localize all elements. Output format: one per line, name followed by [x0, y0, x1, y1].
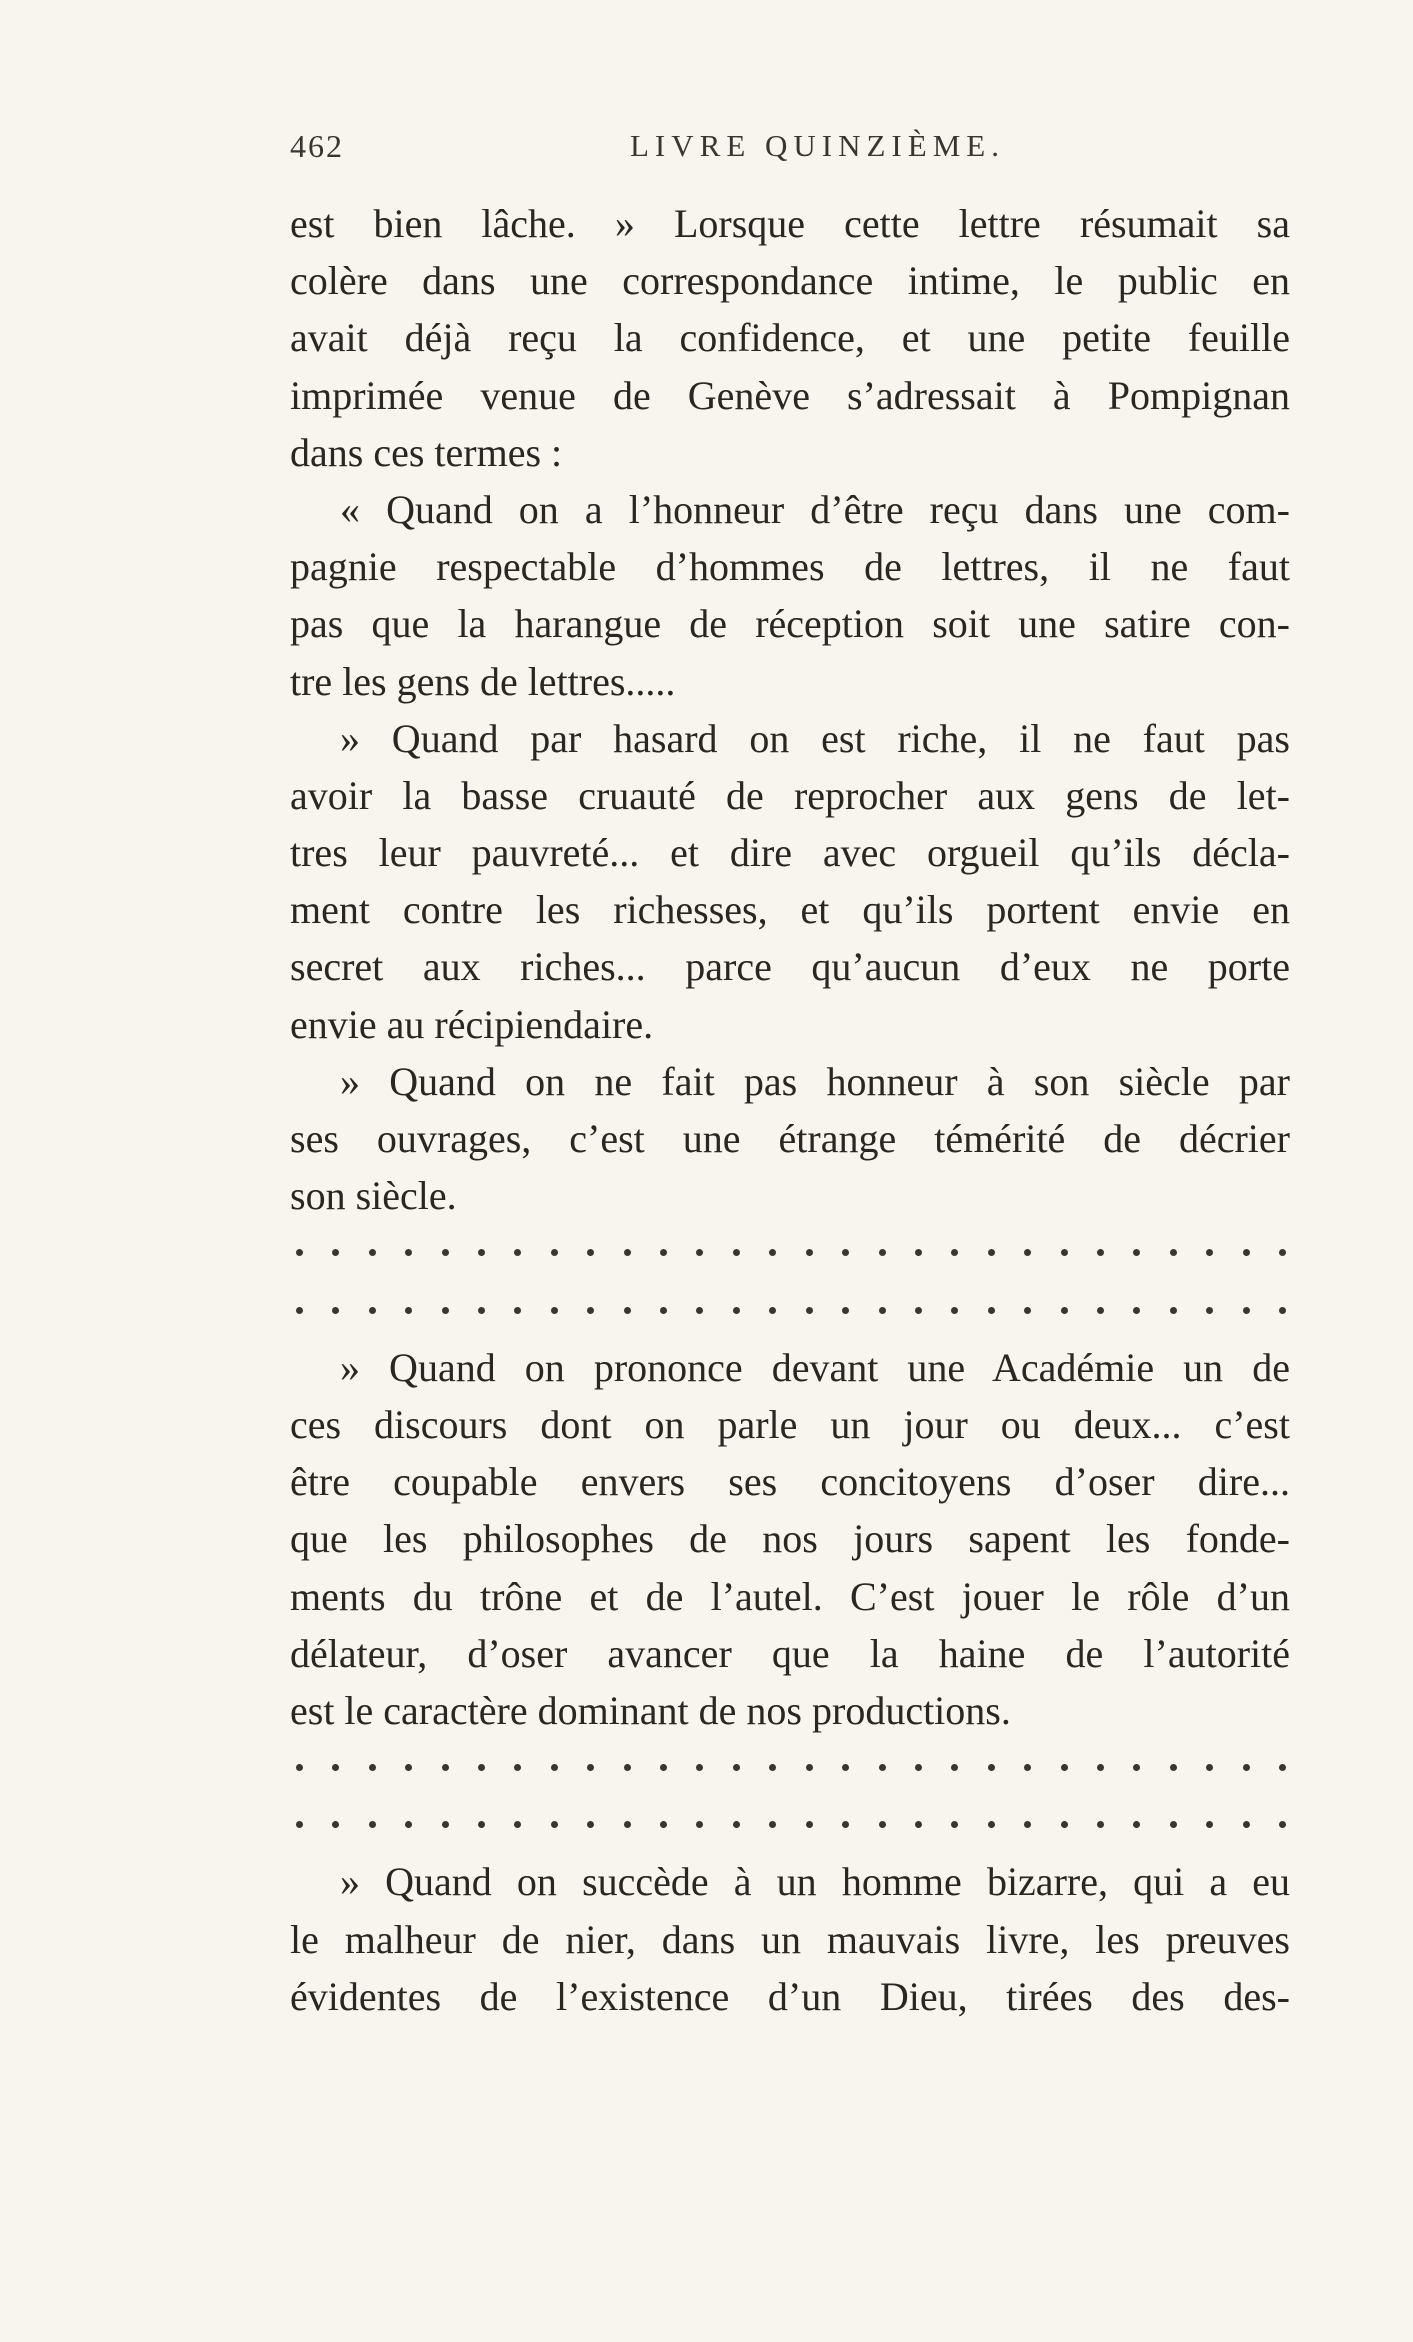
running-title: LIVRE QUINZIÈME.: [630, 128, 1005, 163]
text-line: délateur, d’oser avancer que la haine de l’autorité: [290, 1630, 1290, 1676]
body-text: [290, 195, 1290, 2025]
text-line: ments du trône et de l’autel. C’est jouer le rôle d’un: [290, 1573, 1290, 1619]
ellipsis-row: [290, 1739, 1290, 1796]
text-line: « Quand on a l’honneur d’être reçu dans une com-: [340, 486, 1290, 532]
text-line: est le caractère dominant de nos productions.: [290, 1687, 1011, 1733]
running-head: [290, 128, 1290, 168]
text-line: que les philosophes de nos jours sapent les fonde-: [290, 1516, 1290, 1562]
ellipsis-row: [290, 1796, 1290, 1853]
text-line: colère dans une correspondance intime, le public en: [290, 258, 1290, 304]
ellipsis-row: [290, 1224, 1290, 1281]
text-line: avait déjà reçu la confidence, et une petite feuille: [290, 315, 1290, 361]
text-line: pas que la harangue de réception soit une satire con-: [290, 601, 1290, 647]
text-line: imprimée venue de Genève s’adressait à Pompignan: [290, 372, 1290, 418]
text-line: pagnie respectable d’hommes de lettres, il ne faut: [290, 544, 1290, 590]
page-number: 462: [290, 128, 344, 164]
text-line: est bien lâche. » Lorsque cette lettre résumait sa: [290, 201, 1290, 246]
text-line: le malheur de nier, dans un mauvais livre, les preuves: [290, 1916, 1290, 1962]
text-line: ces discours dont on parle un jour ou deux... c’est: [290, 1401, 1290, 1447]
text-line: son siècle.: [290, 1173, 457, 1219]
text-line: tre les gens de lettres.....: [290, 658, 676, 704]
text-line: secret aux riches... parce qu’aucun d’eux ne porte: [290, 944, 1290, 990]
text-line: ment contre les richesses, et qu’ils portent envie en: [290, 887, 1290, 933]
text-line: tres leur pauvreté... et dire avec orgueil qu’ils déclа-: [290, 830, 1290, 876]
text-line: dans ces termes :: [290, 429, 563, 475]
text-line: » Quand par hasard on est riche, il ne faut pas: [340, 715, 1290, 761]
text-line: » Quand on succède à un homme bizarre, qui a eu: [340, 1859, 1290, 1905]
text-line: ses ouvrages, c’est une étrange témérité de décrier: [290, 1116, 1290, 1161]
ellipsis-row: [290, 1282, 1290, 1339]
text-line: avoir la basse cruauté de reprocher aux gens de let-: [290, 772, 1290, 818]
text-line: » Quand on prononce devant une Académie un de: [340, 1344, 1290, 1390]
text-line: être coupable envers ses concitoyens d’oser dire...: [290, 1459, 1290, 1505]
text-line: envie au récipiendaire.: [290, 1001, 654, 1047]
text-line: » Quand on ne fait pas honneur à son siècle par: [340, 1058, 1290, 1104]
text-line: évidentes de l’existence d’un Dieu, tirées des des-: [290, 1973, 1290, 2019]
